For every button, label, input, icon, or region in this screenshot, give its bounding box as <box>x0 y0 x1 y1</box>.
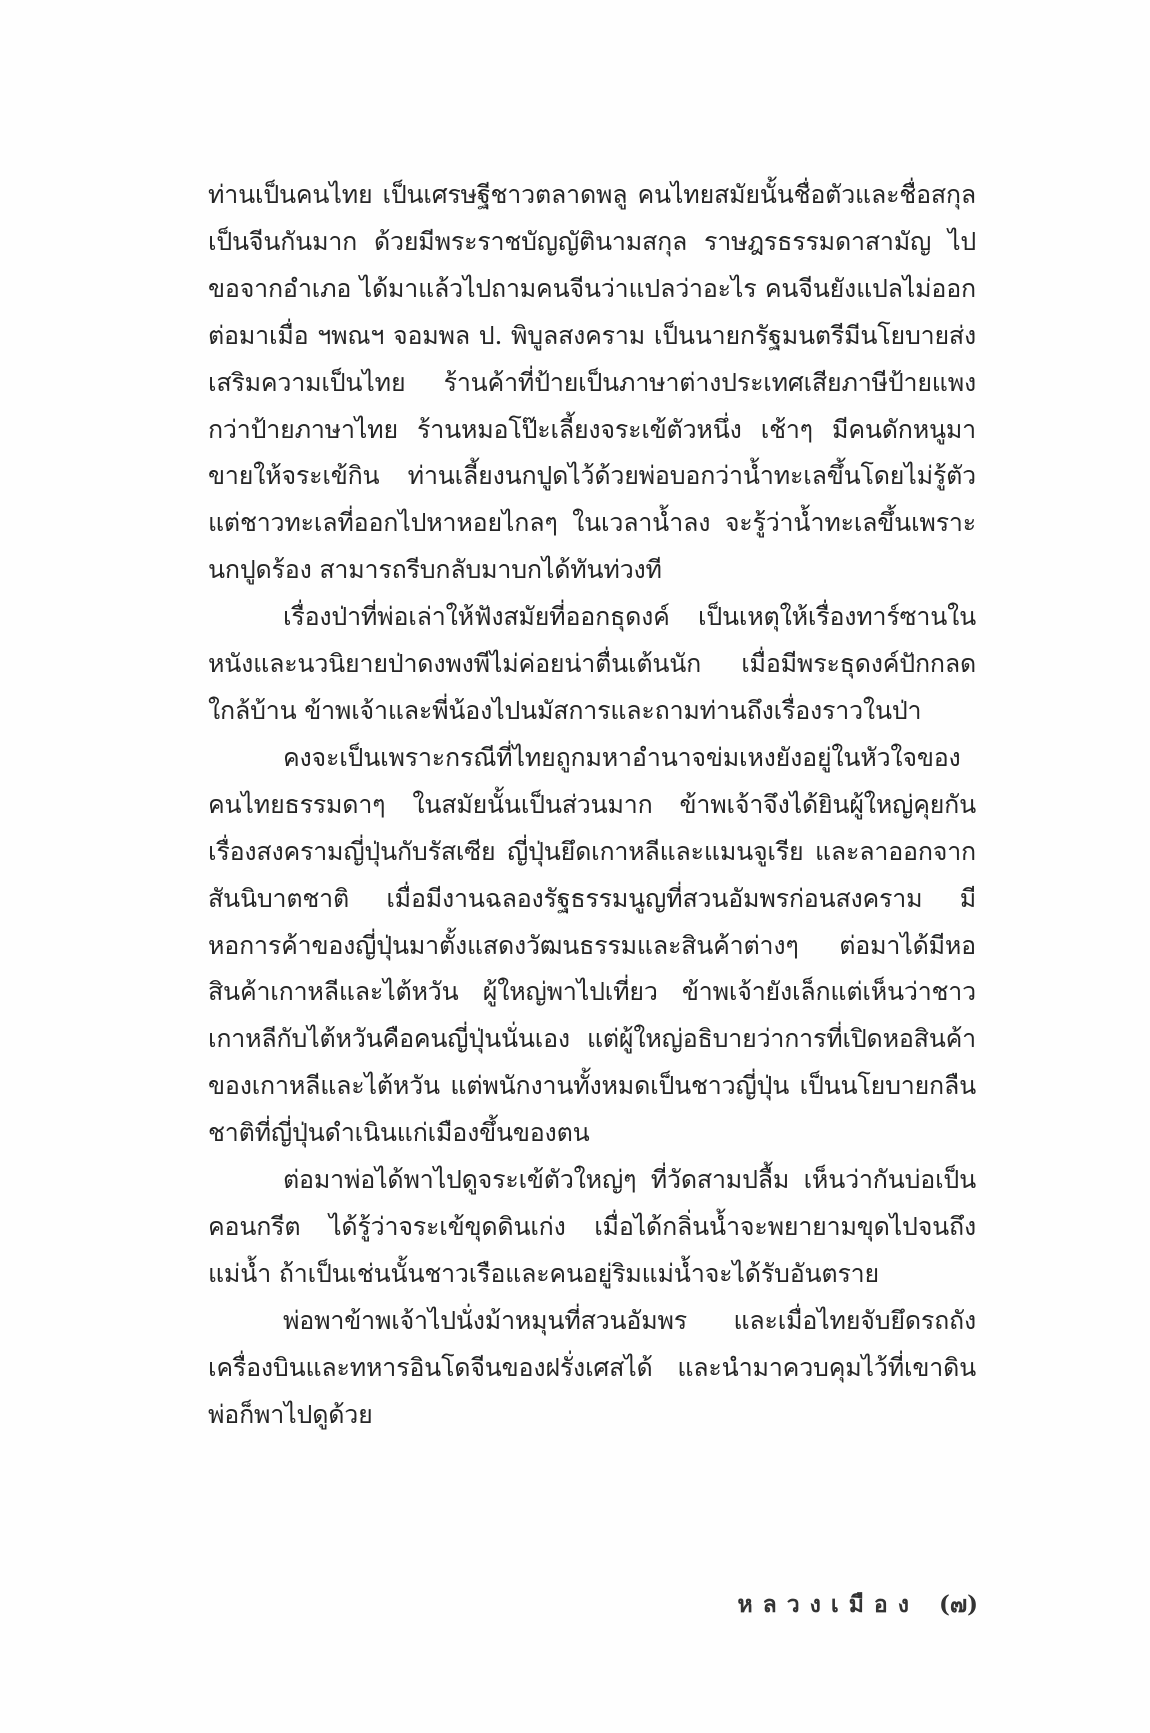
paragraph-2: เรื่องป่าที่พ่อเล่าให้ฟังสมัยที่ออกธุดงค์ เป็นเหตุให้เรื่องทาร์ซานในหนังและนวนิยายป่าดงพงพีไม่ค่อยน่าตื่นเต้นนัก เมื่อมีพระธุดงค์ปักกลดใกล้บ้าน ข้าพเจ้าและพี่น้องไปนมัสการและถามท่านถึงเรื่องราวในป่า <box>208 602 976 725</box>
page-number: (๗) <box>938 1591 978 1618</box>
body-text <box>208 172 976 1438</box>
paragraph-5: พ่อพาข้าพเจ้าไปนั่งม้าหมุนที่สวนอัมพร และเมื่อไทยจับยึดรถถังเครื่องบินและทหารอินโดจีนของฝรั่งเศสได้ และนำมาควบคุมไว้ที่เขาดินพ่อก็พาไปดูด้วย <box>208 1305 976 1429</box>
running-footer <box>737 1587 978 1623</box>
footer-book-title: หลวงเมือง <box>737 1591 919 1618</box>
paragraph-1: ท่านเป็นคนไทย เป็นเศรษฐีชาวตลาดพลู คนไทยสมัยนั้นชื่อตัวและชื่อสกุลเป็นจีนกันมาก ด้วยมีพระราชบัญญัตินามสกุล ราษฎรธรรมดาสามัญ ไปขอจากอำเภอ ได้มาแล้วไปถามคนจีนว่าแปลว่าอะไร คนจีนยังแปลไม่ออก ต่อมาเมื่อ ฯพณฯ จอมพล ป. พิบูลสงคราม เป็นนายกรัฐมนตรีมีนโยบายส่งเสริมความเป็นไทย ร้านค้าที่ป้ายเป็นภาษาต่างประเทศเสียภาษีป้ายแพงกว่าป้ายภาษาไทย ร้านหมอโป๊ะเลี้ยงจระเข้ตัวหนึ่ง เช้าๆ มีคนดักหนูมาขายให้จระเข้กิน ท่านเลี้ยงนกปูดไว้ด้วยพ่อบอกว่าน้ำทะเลขึ้นโดยไม่รู้ตัว แต่ชาวทะเลที่ออกไปหาหอยไกลๆ ในเวลาน้ำลง จะรู้ว่าน้ำทะเลขึ้นเพราะนกปูดร้อง สามารถรีบกลับมาบกได้ทันท่วงที <box>208 180 976 585</box>
paragraph-4: ต่อมาพ่อได้พาไปดูจระเข้ตัวใหญ่ๆ ที่วัดสามปลื้ม เห็นว่ากันบ่อเป็นคอนกรีต ได้รู้ว่าจระเข้ขุดดินเก่ง เมื่อได้กลิ่นน้ำจะพยายามขุดไปจนถึงแม่น้ำ ถ้าเป็นเช่นนั้นชาวเรือและคนอยู่ริมแม่น้ำจะได้รับอันตราย <box>208 1165 976 1288</box>
paragraph-3: คงจะเป็นเพราะกรณีที่ไทยถูกมหาอำนาจข่มเหงยังอยู่ในหัวใจของคนไทยธรรมดาๆ ในสมัยนั้นเป็นส่วนมาก ข้าพเจ้าจึงได้ยินผู้ใหญ่คุยกันเรื่องสงครามญี่ปุ่นกับรัสเซีย ญี่ปุ่นยึดเกาหลีและแมนจูเรีย และลาออกจากสันนิบาตชาติ เมื่อมีงานฉลองรัฐธรรมนูญที่สวนอัมพรก่อนสงคราม มีหอการค้าของญี่ปุ่นมาตั้งแสดงวัฒนธรรมและสินค้าต่างๆ ต่อมาได้มีหอสินค้าเกาหลีและไต้หวัน ผู้ใหญ่พาไปเที่ยว ข้าพเจ้ายังเล็กแต่เห็นว่าชาวเกาหลีกับไต้หวันคือคนญี่ปุ่นนั่นเอง แต่ผู้ใหญ่อธิบายว่าการที่เปิดหอสินค้าของเกาหลีและไต้หวัน แต่พนักงานทั้งหมดเป็นชาวญี่ปุ่น เป็นนโยบายกลืนชาติที่ญี่ปุ่นดำเนินแก่เมืองขึ้นของตน <box>208 742 976 1148</box>
